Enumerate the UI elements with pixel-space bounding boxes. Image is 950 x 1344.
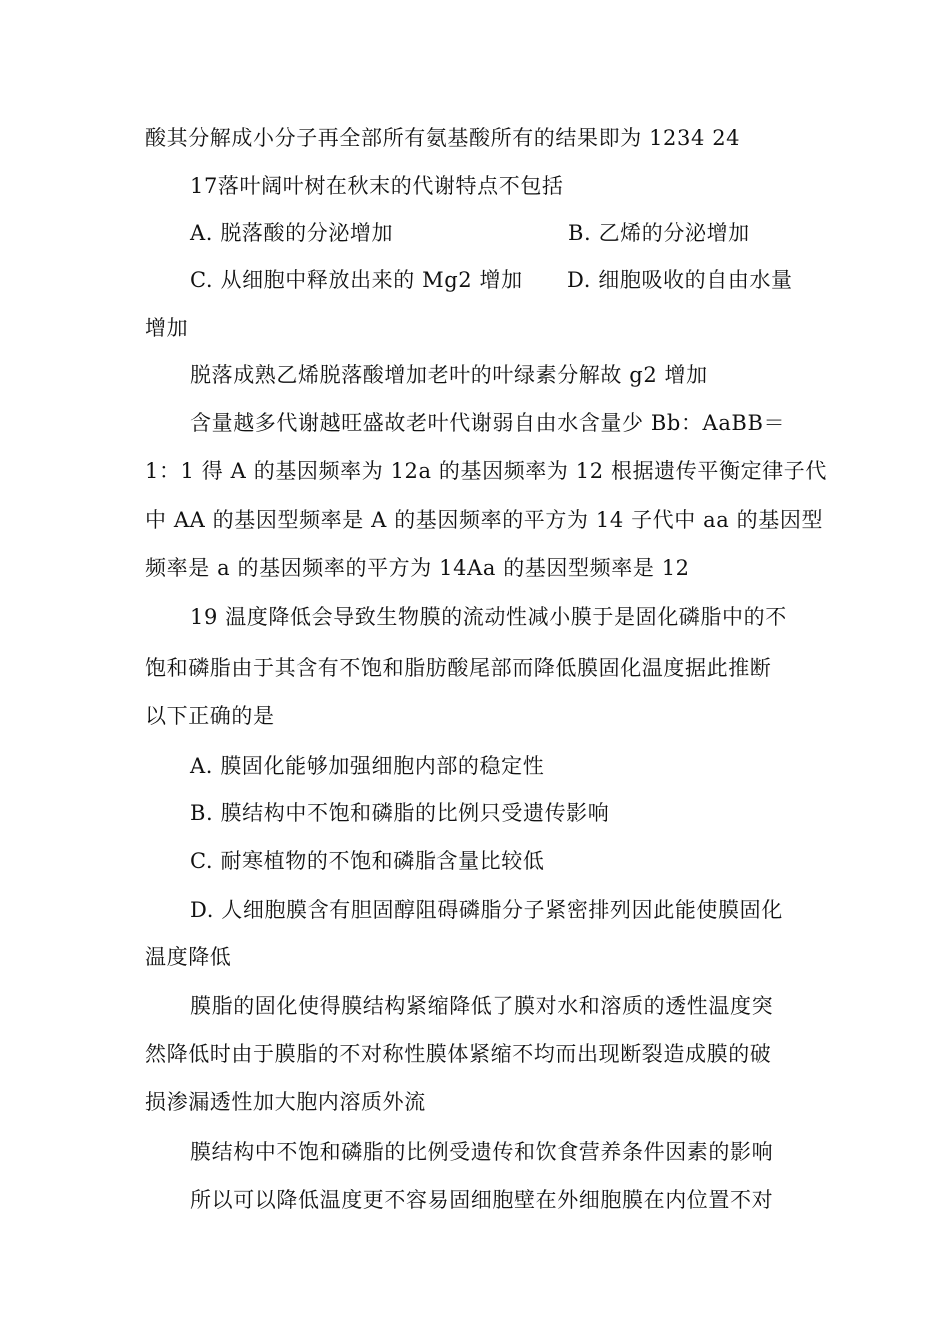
- option-a: A. 膜固化能够加强细胞内部的稳定性: [190, 754, 545, 778]
- option-a: A. 脱落酸的分泌增加: [190, 221, 394, 245]
- text-line: 脱落成熟乙烯脱落酸增加老叶的叶绿素分解故 g2 增加: [190, 363, 708, 387]
- text-line: 以下正确的是: [145, 704, 275, 728]
- text-line: 1：1 得 A 的基因频率为 12a 的基因频率为 12 根据遗传平衡定律子代: [145, 459, 827, 483]
- text-line: 损渗漏透性加大胞内溶质外流: [145, 1090, 426, 1114]
- option-c: C. 从细胞中释放出来的 Mg2 增加: [190, 268, 523, 292]
- option-c: C. 耐寒植物的不饱和磷脂含量比较低: [190, 849, 545, 873]
- option-b: B. 膜结构中不饱和磷脂的比例只受遗传影响: [190, 801, 610, 825]
- text-line: 所以可以降低温度更不容易固细胞壁在外细胞膜在内位置不对: [190, 1188, 774, 1212]
- text-line: 温度降低: [145, 945, 232, 969]
- text-line: 中 AA 的基因型频率是 A 的基因频率的平方为 14 子代中 aa 的基因型: [145, 508, 824, 532]
- option-d: D. 人细胞膜含有胆固醇阻碍磷脂分子紧密排列因此能使膜固化: [190, 898, 783, 922]
- text-line: 含量越多代谢越旺盛故老叶代谢弱自由水含量少 Bb：AaBB＝: [190, 411, 786, 435]
- question-19: 19 温度降低会导致生物膜的流动性减小膜于是固化磷脂中的不: [190, 605, 787, 629]
- question-17: 17落叶阔叶树在秋末的代谢特点不包括: [190, 174, 564, 198]
- text-line: 饱和磷脂由于其含有不饱和脂肪酸尾部而降低膜固化温度据此推断: [145, 656, 772, 680]
- text-line: 膜脂的固化使得膜结构紧缩降低了膜对水和溶质的透性温度突: [190, 994, 774, 1018]
- option-d: D. 细胞吸收的自由水量: [567, 268, 793, 292]
- text-line: 酸其分解成小分子再全部所有氨基酸所有的结果即为 1234 24: [145, 126, 741, 150]
- text-line: 膜结构中不饱和磷脂的比例受遗传和饮食营养条件因素的影响: [190, 1140, 774, 1164]
- text-line: 增加: [145, 316, 189, 340]
- option-b: B. 乙烯的分泌增加: [568, 221, 750, 245]
- text-line: 然降低时由于膜脂的不对称性膜体紧缩不均而出现断裂造成膜的破: [145, 1042, 772, 1066]
- text-line: 频率是 a 的基因频率的平方为 14Aa 的基因型频率是 12: [145, 556, 690, 580]
